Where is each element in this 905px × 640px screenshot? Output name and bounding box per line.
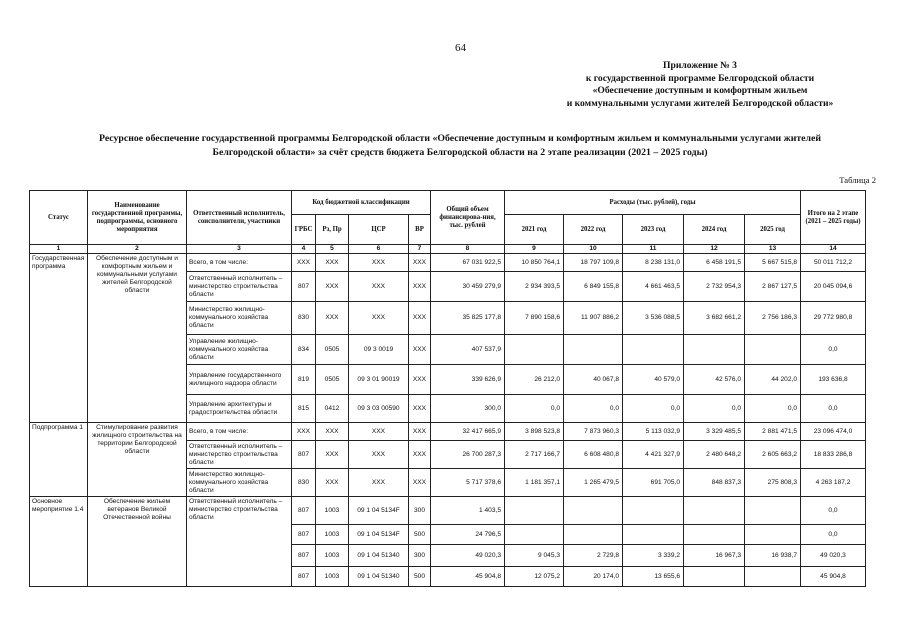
cell-vr: 300 <box>409 497 431 525</box>
cell-2025: 2 605 663,2 <box>745 441 801 469</box>
cell-total: 26 700 287,3 <box>431 441 505 469</box>
cell-2021: 10 850 764,1 <box>505 254 564 272</box>
header-name: Наименование государственной программы, подпрограммы, основного мероприятия <box>88 191 187 245</box>
cell-2022 <box>564 497 623 525</box>
document-title <box>30 132 890 159</box>
cell-csr: 09 1 04 51340 <box>349 567 409 587</box>
cell-2022: 1 265 479,5 <box>564 469 623 497</box>
cell-vr: 500 <box>409 567 431 587</box>
cell-executor: Министерство жилищно-коммунального хозяйства области <box>187 469 292 497</box>
cell-vr: ХХХ <box>409 469 431 497</box>
cell-2021: 3 898 523,8 <box>505 423 564 441</box>
cell-stage-total: 50 011 712,2 <box>801 254 866 272</box>
cell-2022: 2 729,8 <box>564 545 623 567</box>
cell-2021: 26 212,0 <box>505 365 564 395</box>
cell-2023 <box>623 497 684 525</box>
cell-vr: ХХХ <box>409 302 431 335</box>
cell-2022: 0,0 <box>564 395 623 423</box>
cell-2024: 16 967,3 <box>684 545 745 567</box>
table-row <box>30 497 866 525</box>
cell-rzpr: 0505 <box>316 365 349 395</box>
cell-2023: 4 421 327,9 <box>623 441 684 469</box>
cell-grbs: ХХХ <box>292 254 316 272</box>
cell-2025: 0,0 <box>745 395 801 423</box>
cell-2021: 2 717 166,7 <box>505 441 564 469</box>
header-grbs: ГРБС <box>292 215 316 245</box>
cell-grbs: ХХХ <box>292 423 316 441</box>
column-number-5: 5 <box>316 245 349 254</box>
cell-2023: 40 579,0 <box>623 365 684 395</box>
cell-stage-total: 0,0 <box>801 525 866 545</box>
cell-total: 5 717 378,6 <box>431 469 505 497</box>
cell-stage-total: 49 020,3 <box>801 545 866 567</box>
cell-rzpr: 1003 <box>316 525 349 545</box>
cell-stage-total: 0,0 <box>801 497 866 525</box>
cell-status: Подпрограмма 1 <box>30 423 88 497</box>
cell-2021: 12 075,2 <box>505 567 564 587</box>
cell-2025: 5 667 515,8 <box>745 254 801 272</box>
cell-executor: Министерство жилищно-коммунального хозяйства области <box>187 302 292 335</box>
column-number-9: 9 <box>505 245 564 254</box>
cell-executor: Всего, в том числе: <box>187 423 292 441</box>
cell-grbs: 830 <box>292 469 316 497</box>
cell-stage-total: 193 636,8 <box>801 365 866 395</box>
cell-2022: 6 608 480,8 <box>564 441 623 469</box>
cell-csr: ХХХ <box>349 469 409 497</box>
cell-rzpr: ХХХ <box>316 302 349 335</box>
cell-total: 45 904,8 <box>431 567 505 587</box>
cell-csr: 09 3 03 00590 <box>349 395 409 423</box>
title-line-1: Ресурсное обеспечение государственной программы Белгородской области «Обеспечение доступным и комфортным жильем и коммунальными услугами жителей <box>98 133 822 144</box>
cell-csr: ХХХ <box>349 254 409 272</box>
cell-2025: 44 202,0 <box>745 365 801 395</box>
cell-2021: 7 890 158,6 <box>505 302 564 335</box>
header-total: Общий объем финансирова-ния, тыс. рублей <box>431 191 505 245</box>
cell-rzpr: ХХХ <box>316 441 349 469</box>
cell-total: 300,0 <box>431 395 505 423</box>
cell-2025: 2 756 186,3 <box>745 302 801 335</box>
cell-total: 1 403,5 <box>431 497 505 525</box>
cell-rzpr: 0505 <box>316 335 349 365</box>
cell-2023: 3 339,2 <box>623 545 684 567</box>
cell-2023: 5 113 032,9 <box>623 423 684 441</box>
cell-2024: 3 329 485,5 <box>684 423 745 441</box>
cell-2025: 2 867 127,5 <box>745 272 801 302</box>
cell-rzpr: ХХХ <box>316 423 349 441</box>
column-number-10: 10 <box>564 245 623 254</box>
cell-2024 <box>684 525 745 545</box>
cell-2024: 2 480 648,2 <box>684 441 745 469</box>
appendix-line-1: Приложение № 3 <box>663 60 737 71</box>
cell-2024: 848 837,3 <box>684 469 745 497</box>
cell-2022: 11 907 886,2 <box>564 302 623 335</box>
cell-grbs: 834 <box>292 335 316 365</box>
cell-stage-total: 23 096 474,0 <box>801 423 866 441</box>
cell-name: Обеспечение жильем ветеранов Великой Отечественной войны <box>88 497 187 587</box>
cell-vr: ХХХ <box>409 395 431 423</box>
cell-total: 49 020,3 <box>431 545 505 567</box>
header-status: Статус <box>30 191 88 245</box>
cell-total: 339 626,9 <box>431 365 505 395</box>
column-number-4: 4 <box>292 245 316 254</box>
cell-grbs: 807 <box>292 525 316 545</box>
cell-rzpr: 1003 <box>316 545 349 567</box>
cell-total: 30 459 279,9 <box>431 272 505 302</box>
cell-grbs: 807 <box>292 567 316 587</box>
cell-total: 24 796,5 <box>431 525 505 545</box>
table-row <box>30 254 866 272</box>
cell-csr: 09 1 04 5134F <box>349 497 409 525</box>
column-number-11: 11 <box>623 245 684 254</box>
cell-executor: Ответственный исполнитель – министерство строительства области <box>187 441 292 469</box>
cell-vr: ХХХ <box>409 441 431 469</box>
cell-executor: Ответственный исполнитель – министерство строительства области <box>187 272 292 302</box>
cell-status: Государственная программа <box>30 254 88 423</box>
cell-grbs: 819 <box>292 365 316 395</box>
cell-rzpr: ХХХ <box>316 272 349 302</box>
cell-rzpr: ХХХ <box>316 469 349 497</box>
cell-total: 407 537,9 <box>431 335 505 365</box>
cell-stage-total: 0,0 <box>801 335 866 365</box>
cell-vr: ХХХ <box>409 423 431 441</box>
cell-2023: 13 655,6 <box>623 567 684 587</box>
cell-2021: 2 934 393,5 <box>505 272 564 302</box>
cell-vr: 300 <box>409 545 431 567</box>
cell-grbs: 807 <box>292 545 316 567</box>
cell-stage-total: 20 045 094,6 <box>801 272 866 302</box>
cell-stage-total: 0,0 <box>801 395 866 423</box>
cell-csr: ХХХ <box>349 302 409 335</box>
column-number-3: 3 <box>187 245 292 254</box>
cell-executor: Всего, в том числе: <box>187 254 292 272</box>
appendix-line-3: «Обеспечение доступным и комфортным жильем <box>592 85 808 96</box>
cell-executor: Управление государственного жилищного надзора области <box>187 365 292 395</box>
header-expenses-group: Расходы (тыс. рублей), годы <box>505 191 801 215</box>
header-vr: ВР <box>409 215 431 245</box>
cell-grbs: 807 <box>292 441 316 469</box>
cell-csr: ХХХ <box>349 423 409 441</box>
column-number-1: 1 <box>30 245 88 254</box>
cell-grbs: 807 <box>292 497 316 525</box>
cell-2025 <box>745 525 801 545</box>
title-line-2: Белгородской области» за счёт средств бюджета Белгородской области на 2 этапе реализации (2021 – 2025 годы) <box>212 146 708 158</box>
cell-status: Основное мероприятие 1.4 <box>30 497 88 587</box>
cell-2023: 4 661 463,5 <box>623 272 684 302</box>
table-row <box>30 423 866 441</box>
page-number: 64 <box>455 42 466 54</box>
cell-2024: 2 732 954,3 <box>684 272 745 302</box>
table-label: Таблица 2 <box>839 175 876 185</box>
cell-2023 <box>623 525 684 545</box>
cell-2022 <box>564 525 623 545</box>
cell-2025 <box>745 497 801 525</box>
column-number-6: 6 <box>349 245 409 254</box>
column-number-row <box>30 245 866 254</box>
cell-2021 <box>505 335 564 365</box>
cell-grbs: 807 <box>292 272 316 302</box>
table-body <box>30 245 866 587</box>
cell-2021: 9 045,3 <box>505 545 564 567</box>
cell-2023: 0,0 <box>623 395 684 423</box>
cell-2023: 691 705,0 <box>623 469 684 497</box>
header-2023: 2023 год <box>623 215 684 245</box>
column-number-2: 2 <box>88 245 187 254</box>
cell-csr: 09 3 0019 <box>349 335 409 365</box>
cell-stage-total: 45 904,8 <box>801 567 866 587</box>
cell-grbs: 830 <box>292 302 316 335</box>
cell-total: 67 031 922,5 <box>431 254 505 272</box>
appendix-header <box>520 60 880 110</box>
cell-vr: ХХХ <box>409 365 431 395</box>
column-number-8: 8 <box>431 245 505 254</box>
cell-executor: Управление жилищно-коммунального хозяйства области <box>187 335 292 365</box>
cell-stage-total: 29 772 980,8 <box>801 302 866 335</box>
header-2024: 2024 год <box>684 215 745 245</box>
cell-2024: 3 682 661,2 <box>684 302 745 335</box>
cell-csr: 09 3 01 90019 <box>349 365 409 395</box>
cell-2024 <box>684 335 745 365</box>
appendix-line-2: к государственной программе Белгородской области <box>585 72 815 84</box>
cell-vr: ХХХ <box>409 254 431 272</box>
header-rzpr: Рз, Пр <box>316 215 349 245</box>
cell-executor: Управление архитектуры и градостроительства области <box>187 395 292 423</box>
cell-csr: ХХХ <box>349 272 409 302</box>
cell-2021 <box>505 525 564 545</box>
cell-2024: 6 458 191,5 <box>684 254 745 272</box>
column-number-13: 13 <box>745 245 801 254</box>
header-csr: ЦСР <box>349 215 409 245</box>
cell-csr: 09 1 04 5134F <box>349 525 409 545</box>
cell-2022: 18 797 109,8 <box>564 254 623 272</box>
cell-2025 <box>745 567 801 587</box>
cell-grbs: 815 <box>292 395 316 423</box>
cell-2025: 16 938,7 <box>745 545 801 567</box>
cell-name: Обеспечение доступным и комфортным жильем и коммунальными услугами жителей Белгородской области <box>88 254 187 423</box>
header-stage-total: Итого на 2 этапе (2021 – 2025 годы) <box>801 191 866 245</box>
cell-2021: 0,0 <box>505 395 564 423</box>
cell-vr: 500 <box>409 525 431 545</box>
header-2022: 2022 год <box>564 215 623 245</box>
cell-2025 <box>745 335 801 365</box>
column-number-12: 12 <box>684 245 745 254</box>
cell-2023 <box>623 335 684 365</box>
cell-2022: 6 849 155,8 <box>564 272 623 302</box>
cell-2023: 8 238 131,0 <box>623 254 684 272</box>
cell-stage-total: 18 833 286,8 <box>801 441 866 469</box>
cell-2022: 7 873 960,3 <box>564 423 623 441</box>
cell-csr: ХХХ <box>349 441 409 469</box>
cell-2024 <box>684 567 745 587</box>
cell-2022: 40 067,8 <box>564 365 623 395</box>
column-number-7: 7 <box>409 245 431 254</box>
cell-total: 32 417 665,9 <box>431 423 505 441</box>
cell-2024 <box>684 497 745 525</box>
cell-2024: 42 576,0 <box>684 365 745 395</box>
cell-executor: Ответственный исполнитель – министерство строительства области <box>187 497 292 587</box>
cell-2021: 1 181 357,1 <box>505 469 564 497</box>
cell-csr: 09 1 04 51340 <box>349 545 409 567</box>
appendix-line-4: и коммунальными услугами жителей Белгородской области» <box>566 97 834 109</box>
header-executor: Ответственный исполнитель, соисполнители, участники <box>187 191 292 245</box>
header-2025: 2025 год <box>745 215 801 245</box>
cell-name: Стимулирование развития жилищного строительства на территории Белгородской области <box>88 423 187 497</box>
cell-rzpr: 0412 <box>316 395 349 423</box>
cell-2021 <box>505 497 564 525</box>
header-code-group: Код бюджетной классификации <box>292 191 431 215</box>
cell-2022 <box>564 335 623 365</box>
cell-2023: 3 536 088,5 <box>623 302 684 335</box>
column-number-14: 14 <box>801 245 866 254</box>
cell-vr: ХХХ <box>409 272 431 302</box>
cell-rzpr: 1003 <box>316 567 349 587</box>
resource-table <box>29 190 866 587</box>
cell-total: 35 825 177,8 <box>431 302 505 335</box>
header-2021: 2021 год <box>505 215 564 245</box>
cell-2025: 275 808,3 <box>745 469 801 497</box>
cell-2025: 2 881 471,5 <box>745 423 801 441</box>
cell-stage-total: 4 263 187,2 <box>801 469 866 497</box>
cell-rzpr: 1003 <box>316 497 349 525</box>
cell-vr: ХХХ <box>409 335 431 365</box>
cell-2024: 0,0 <box>684 395 745 423</box>
cell-rzpr: ХХХ <box>316 254 349 272</box>
cell-2022: 20 174,0 <box>564 567 623 587</box>
